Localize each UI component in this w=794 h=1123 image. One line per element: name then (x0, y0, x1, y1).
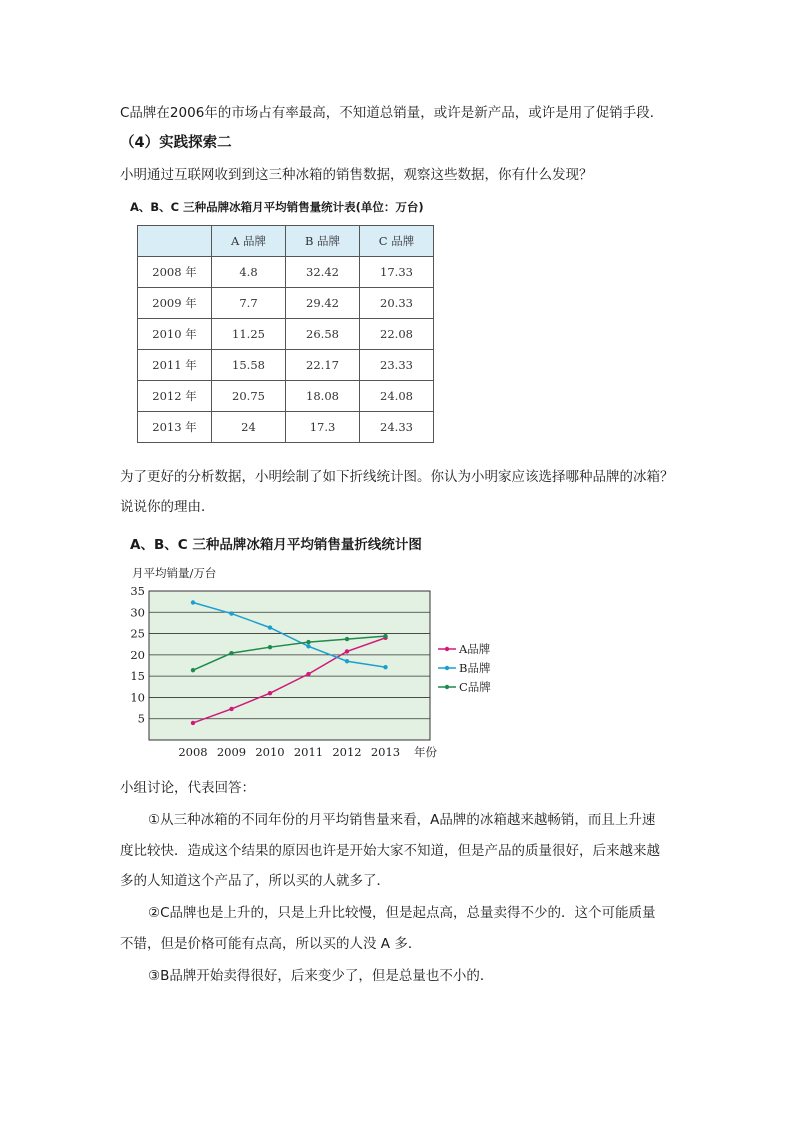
table-cell: 2011 年 (138, 350, 212, 381)
data-point (306, 640, 310, 644)
table-cell: 15.58 (212, 350, 286, 381)
table-cell: 22.08 (360, 319, 434, 350)
table-row (138, 288, 434, 319)
answer-2: ②C品牌也是上升的，只是上升比较慢，但是起点高，总量卖得不少的．这个可能质量 (148, 905, 656, 921)
data-point (191, 600, 195, 604)
x-axis-label: 年份 (414, 745, 437, 759)
x-tick-label: 2010 (255, 745, 285, 759)
question-paragraph: 小明通过互联网收到到这三种冰箱的销售数据，观察这些数据，你有什么发现？ (120, 167, 593, 183)
table-row (138, 350, 434, 381)
table-header-row (138, 226, 434, 257)
table-row (138, 257, 434, 288)
data-point (345, 659, 349, 663)
chart-intro-paragraph: 为了更好的分析数据，小明绘制了如下折线统计图。你认为小明家应该选择哪种品牌的冰箱？ (120, 469, 674, 485)
discussion-paragraph: 小组讨论，代表回答： (120, 780, 255, 796)
data-point (229, 611, 233, 615)
data-point (306, 672, 310, 676)
table-cell: 2008 年 (138, 257, 212, 288)
table-cell: 11.25 (212, 319, 286, 350)
y-tick-label: 20 (130, 647, 145, 662)
table-header-cell: B 品牌 (286, 226, 360, 257)
table-cell: 2013 年 (138, 412, 212, 443)
line-chart (120, 560, 520, 765)
data-point (268, 645, 272, 649)
data-point (191, 668, 195, 672)
table-row (138, 412, 434, 443)
answer-1-cont: 多的人知道这个产品了，所以买的人就多了． (120, 873, 390, 889)
data-point (383, 665, 387, 669)
data-point (383, 634, 387, 638)
table-cell: 26.58 (286, 319, 360, 350)
table-cell: 17.3 (286, 412, 360, 443)
answer-1-cont: 度比较快．造成这个结果的原因也许是开始大家不知道，但是产品的质量很好，后来越来越 (120, 843, 660, 859)
x-tick-label: 2012 (332, 745, 362, 759)
table-cell: 24.08 (360, 381, 434, 412)
chart-title: A、B、C 三种品牌冰箱月平均销售量折线统计图 (130, 537, 422, 553)
table-cell: 23.33 (360, 350, 434, 381)
table-row (138, 381, 434, 412)
table-cell: 32.42 (286, 257, 360, 288)
y-tick-label: 10 (130, 690, 145, 705)
data-point (268, 625, 272, 629)
table-cell: 24 (212, 412, 286, 443)
x-tick-label: 2008 (178, 745, 208, 759)
y-tick-label: 30 (130, 605, 145, 620)
data-point (229, 651, 233, 655)
x-tick-label: 2013 (370, 745, 401, 759)
answer-3: ③B品牌开始卖得很好，后来变少了，但是总量也不小的． (148, 968, 494, 984)
table-cell: 20.75 (212, 381, 286, 412)
legend-label: A品牌 (459, 642, 491, 656)
legend-marker (445, 685, 449, 689)
x-tick-label: 2011 (293, 745, 324, 759)
table-cell: 7.7 (212, 288, 286, 319)
section-title: （4）实践探索二 (120, 135, 232, 151)
table-header-cell (138, 226, 212, 257)
data-point (229, 707, 233, 711)
table-cell: 24.33 (360, 412, 434, 443)
data-point (345, 649, 349, 653)
table-cell: 2009 年 (138, 288, 212, 319)
y-tick-label: 15 (130, 669, 145, 684)
table-row (138, 319, 434, 350)
table-cell: 2012 年 (138, 381, 212, 412)
chart-intro-paragraph-2: 说说你的理由． (120, 499, 215, 515)
data-point (306, 644, 310, 648)
intro-paragraph: C品牌在2006年的市场占有率最高，不知道总销量，或许是新产品，或许是用了促销手段． (120, 105, 664, 121)
table-cell: 18.08 (286, 381, 360, 412)
legend-marker (445, 647, 449, 651)
table-cell: 20.33 (360, 288, 434, 319)
legend-marker (445, 666, 449, 670)
y-tick-label: 5 (137, 711, 145, 726)
table-cell: 22.17 (286, 350, 360, 381)
answer-1: ①从三种冰箱的不同年份的月平均销售量来看，A品牌的冰箱越来越畅销，而且上升速 (148, 812, 656, 828)
answer-2-cont: 不错，但是价格可能有点高，所以买的人没 A 多． (120, 936, 422, 952)
table-cell: 29.42 (286, 288, 360, 319)
table-cell: 17.33 (360, 257, 434, 288)
table-header-cell: A 品牌 (212, 226, 286, 257)
table-header-cell: C 品牌 (360, 226, 434, 257)
legend-label: C品牌 (459, 680, 491, 694)
table-cell: 2010 年 (138, 319, 212, 350)
data-point (345, 637, 349, 641)
table-caption: A、B、C 三种品牌冰箱月平均销售量统计表(单位：万台) (130, 200, 424, 214)
data-point (191, 721, 195, 725)
table-cell: 4.8 (212, 257, 286, 288)
y-axis-label: 月平均销量/万台 (132, 566, 217, 580)
y-tick-label: 35 (130, 584, 145, 598)
sales-table (137, 225, 434, 443)
data-point (268, 691, 272, 695)
plot-area (149, 591, 430, 740)
x-tick-label: 2009 (216, 745, 247, 759)
y-tick-label: 25 (130, 626, 145, 641)
legend-label: B品牌 (459, 661, 491, 675)
